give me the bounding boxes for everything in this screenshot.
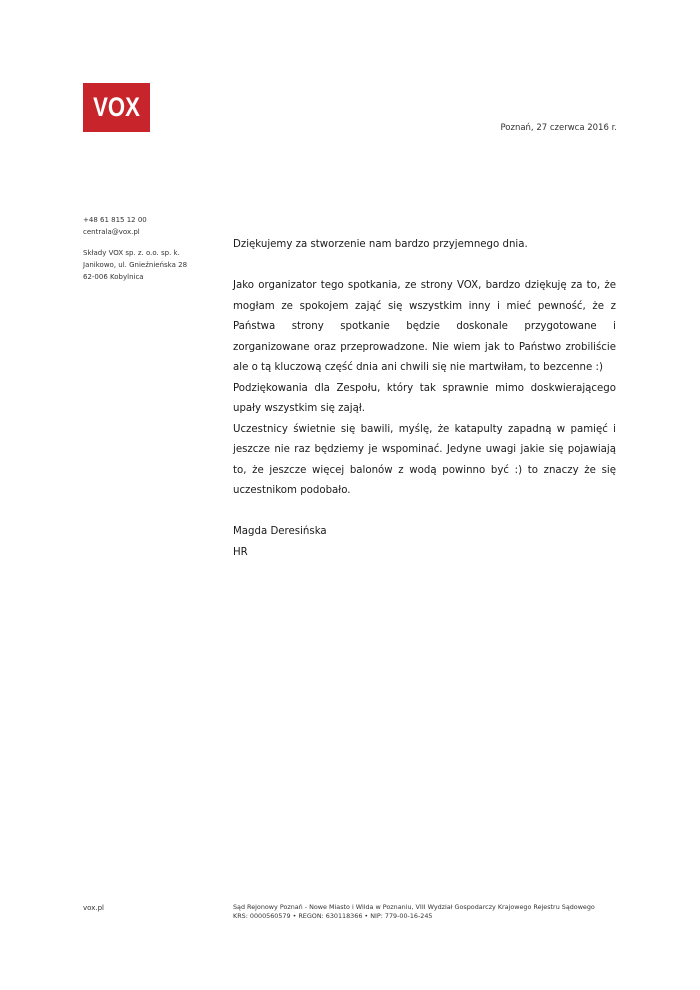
- company-name: Składy VOX sp. z. o.o. sp. k.: [83, 249, 180, 257]
- signature-name: Magda Deresińska: [233, 526, 327, 537]
- footer-registry-line: KRS: 0000560579 • REGON: 630118366 • NIP: 779-00-16-245: [233, 912, 433, 920]
- letter-body: [233, 235, 616, 563]
- footer-website: vox.pl: [83, 904, 104, 912]
- phone-number: +48 61 815 12 00: [83, 216, 147, 224]
- street-address: Janikowo, ul. Gnieźnieńska 28: [83, 261, 188, 269]
- footer-court-line: Sąd Rejonowy Poznań - Nowe Miasto i Wilda w Poznaniu, VIII Wydział Gospodarczy Krajowego Rejestru Sądowego: [233, 903, 595, 911]
- signature-role: HR: [233, 546, 248, 558]
- footer-legal: [233, 903, 633, 921]
- email-address: centrala@vox.pl: [83, 228, 140, 236]
- letter-date: Poznań, 27 czerwca 2016 r.: [500, 123, 617, 133]
- city-address: 62-006 Kobylnica: [83, 273, 144, 281]
- letter-paragraph-1: Jako organizator tego spotkania, ze strony VOX, bardzo dziękuję za to, że mogłam ze spokojem zająć się wszystkim inny i mieć pewność, że z Państwa strony spotkanie będzie doskonale przygotowane i zorganizowane oraz przeprowadzone. Nie wiem jak to Państwo zrobiliście ale o tą kluczową część dnia ani chwili się nie martwiłam, to bezcenne :): [233, 280, 616, 373]
- letter-paragraph-3: Uczestnicy świetnie się bawili, myślę, że katapulty zapadną w pamięć i jeszcze nie raz będziemy je wspominać. Jedyne uwagi jakie się pojawiają to, że jeszcze więcej balonów z wodą powinno być :) to znaczy że się uczestnikom podobało.: [233, 423, 616, 496]
- contact-sidebar: [83, 214, 223, 283]
- letter-greeting: Dziękujemy za stworzenie nam bardzo przyjemnego dnia.: [233, 239, 528, 250]
- vox-logo: [83, 83, 150, 132]
- letter-paragraph-2: Podziękowania dla Zespołu, który tak sprawnie mimo doskwierającego upały wszystkim się zajął.: [233, 382, 616, 414]
- vox-logo-text: VOX: [93, 92, 140, 122]
